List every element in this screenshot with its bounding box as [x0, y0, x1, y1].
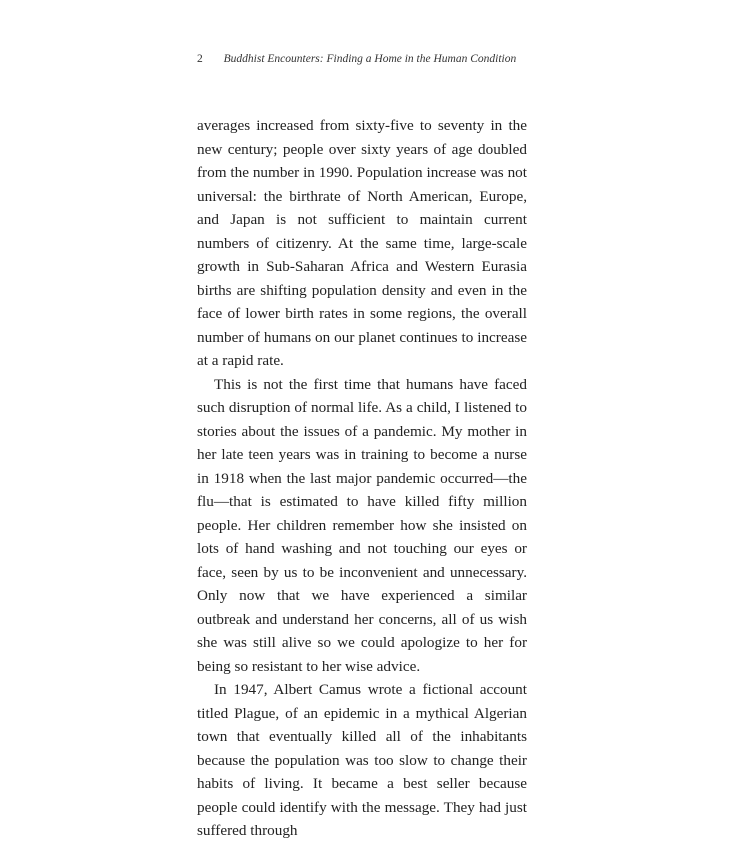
paragraph-1: averages increased from sixty-five to seventy in the new century; people over sixty years of age doubled from the number in 1990. Population increase was not universal: the birthrate of North American, Europe, and Japan is not sufficient to maintain current numbers of citizenry. At the same time, large-scale growth in Sub-Saharan Africa and Western Eurasia births are shifting population density and even in the face of lower birth rates in some regions, the overall number of humans on our planet continues to increase at a rapid rate. [197, 117, 527, 369]
running-head-title: Buddhist Encounters: Finding a Home in the Human Condition [223, 53, 517, 65]
paragraph-3: In 1947, Albert Camus wrote a fictional account titled Plague, of an epidemic in a mythical Algerian town that eventually killed all of the inhabitants because the population was too slow to change their habits of living. It became a best seller because people could identify with the message. They had just suffered through [197, 681, 527, 839]
body-text [197, 114, 527, 843]
running-head [197, 51, 537, 67]
page-number: 2 [197, 53, 203, 65]
paragraph-2: This is not the first time that humans have faced such disruption of normal life. As a child, I listened to stories about the issues of a pandemic. My mother in her late teen years was in training to become a nurse in 1918 when the last major pandemic occurred—the flu—that is estimated to have killed fifty million people. Her children remember how she insisted on lots of hand washing and not touching our eyes or face, seen by us to be inconvenient and unnecessary. Only now that we have experienced a similar outbreak and understand her concerns, all of us wish she was still alive so we could apologize to her for being so resistant to her wise advice. [197, 375, 527, 675]
